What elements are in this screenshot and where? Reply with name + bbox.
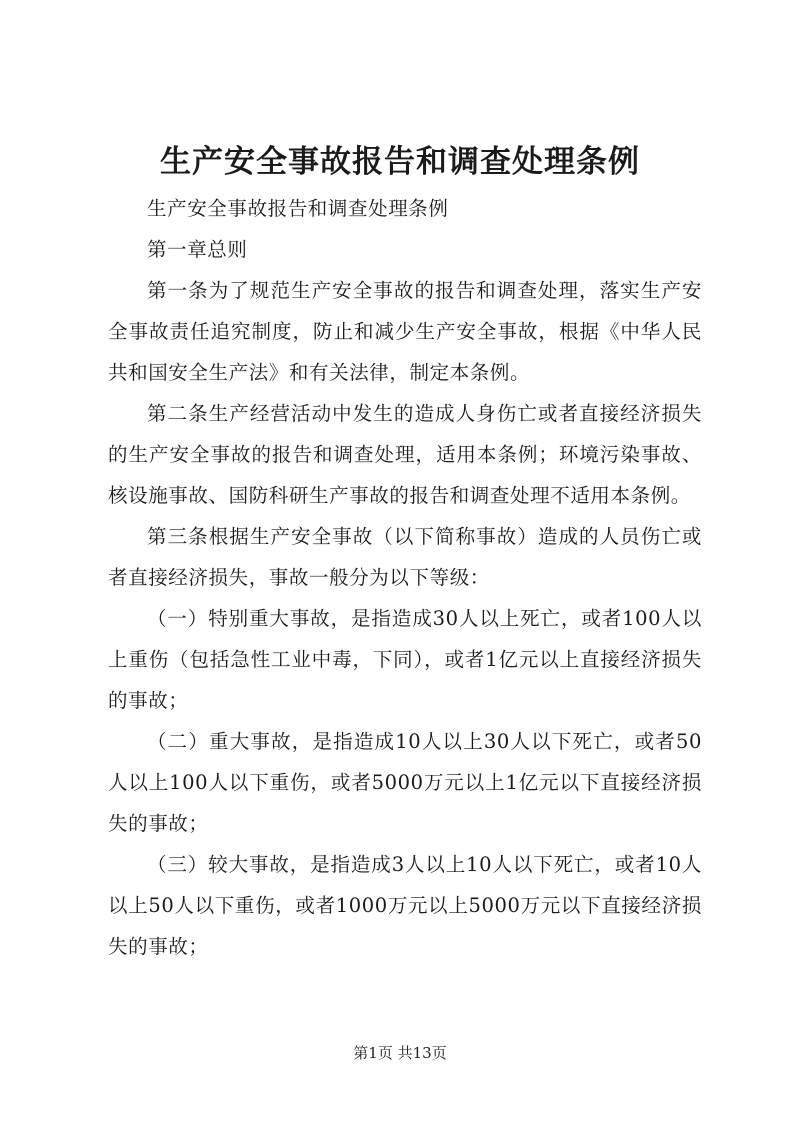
paragraph-grade-1: （一）特别重大事故，是指造成30人以上死亡，或者100人以上重伤（包括急性工业中毒，下同），或者1亿元以上直接经济损失的事故； — [108, 607, 702, 712]
paragraph-article-3: 第三条根据生产安全事故（以下简称事故）造成的人员伤亡或者直接经济损失，事故一般分为以下等级： — [108, 525, 702, 589]
paragraph-article-1: 第一条为了规范生产安全事故的报告和调查处理，落实生产安全事故责任追究制度，防止和减少生产安全事故，根据《中华人民共和国安全生产法》和有关法律，制定本条例。 — [108, 279, 702, 384]
paragraph-grade-2: （二）重大事故，是指造成10人以上30人以下死亡，或者50人以上100人以下重伤，或者5000万元以上1亿元以下直接经济损失的事故； — [108, 730, 702, 835]
paragraph-article-2: 第二条生产经营活动中发生的造成人身伤亡或者直接经济损失的生产安全事故的报告和调查处理，适用本条例；环境污染事故、核设施事故、国防科研生产事故的报告和调查处理不适用本条例。 — [108, 402, 702, 507]
paragraph-subtitle: 生产安全事故报告和调查处理条例 — [147, 197, 449, 220]
document-body — [108, 188, 702, 967]
page-number-footer: 第1页 共13页 — [353, 1044, 447, 1062]
document-title: 生产安全事故报告和调查处理条例 — [160, 144, 640, 180]
paragraph-grade-3: （三）较大事故，是指造成3人以上10人以下死亡，或者10人以上50人以下重伤，或者1000万元以上5000万元以下直接经济损失的事故； — [108, 853, 702, 958]
paragraph-chapter-heading: 第一章总则 — [147, 238, 248, 261]
